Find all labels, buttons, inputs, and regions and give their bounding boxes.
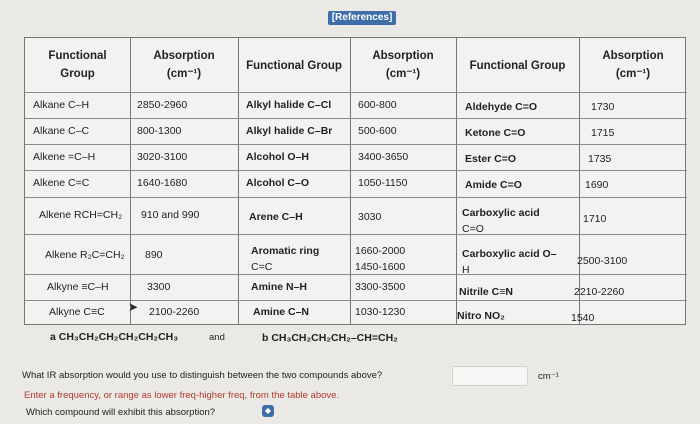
col1-value: 1640-1680 (137, 177, 188, 189)
col3-name: Nitro NO₂ (457, 310, 505, 322)
compound-a: a CH₃CH₂CH₂CH₂CH₂CH₃ (50, 331, 179, 343)
col3-value: 1715 (591, 127, 615, 139)
col1-name: Alkene RCH=CH₂ (39, 209, 123, 221)
col1-name: Alkane C–C (33, 125, 90, 137)
col3-name: Carboxylic acid C=O (462, 207, 540, 235)
col1-value: 3300 (147, 281, 171, 293)
col3-name: Nitrile C≡N (459, 286, 513, 298)
frequency-answer-input[interactable] (452, 366, 528, 386)
col3-value: 2500-3100 (577, 255, 628, 267)
col1-value: 800-1300 (137, 125, 182, 137)
col3-value: 1710 (583, 213, 607, 225)
mouse-cursor-icon: ➤ (128, 300, 139, 314)
header-absorption-3: Absorption (cm⁻¹) (602, 50, 664, 80)
col2-value: 1660-2000 1450-1600 (355, 245, 406, 273)
col2-name: Amine C–N (253, 306, 310, 318)
unit-label: cm⁻¹ (538, 371, 559, 382)
col2-value: 1030-1230 (355, 306, 406, 318)
chevron-down-icon: ◆ (264, 406, 272, 415)
question-frequency: What IR absorption would you use to distinguish between the two compounds above? (22, 370, 383, 381)
col1-value: 3020-3100 (137, 151, 188, 163)
col1-value: 2100-2260 (149, 306, 200, 318)
header-absorption-2: Absorption (cm⁻¹) (372, 50, 434, 80)
col3-name: Amide C=O (465, 179, 522, 191)
col2-value: 1050-1150 (358, 177, 408, 189)
col2-value: 3300-3500 (355, 281, 406, 293)
col3-name: Ketone C=O (465, 127, 526, 139)
col1-name: Alkene R₂C=CH₂ (45, 249, 125, 261)
col3-value: 1735 (588, 153, 612, 165)
col2-name: Arene C–H (249, 211, 303, 223)
col1-value: 2850-2960 (137, 99, 188, 111)
header-functional-group-1: Functional Group (48, 50, 107, 80)
col1-name: Alkene C=C (33, 177, 90, 189)
ir-absorption-table (24, 37, 686, 325)
col2-name: Amine N–H (251, 281, 308, 293)
col1-value: 890 (145, 249, 163, 261)
col2-name: Alcohol C–O (246, 177, 310, 189)
references-button[interactable]: [References] (328, 11, 396, 25)
col3-name: Aldehyde C=O (465, 101, 538, 113)
col1-name: Alkyne ≡C–H (47, 281, 109, 293)
header-functional-group-2: Functional Group (246, 60, 342, 72)
col3-value: 1540 (571, 312, 595, 324)
compound-select-dropdown[interactable] (262, 405, 274, 417)
col2-value: 500-600 (358, 125, 397, 137)
question-compound: Which compound will exhibit this absorption? (26, 407, 216, 418)
header-functional-group-3: Functional Group (469, 60, 566, 72)
col1-name: Alkane C–H (33, 99, 90, 111)
col1-name: Alkyne C≡C (49, 306, 105, 318)
col2-value: 600-800 (358, 99, 397, 111)
col3-value: 1730 (591, 101, 615, 113)
col1-value: 910 and 990 (141, 209, 200, 221)
col3-value: 2210-2260 (574, 286, 625, 298)
col2-value: 3400-3650 (358, 151, 409, 163)
col2-name: Alkyl halide C–Cl (246, 99, 332, 111)
col2-name: Aromatic ring C=C (251, 245, 320, 273)
compound-and: and (209, 332, 225, 343)
header-absorption-1: Absorption (cm⁻¹) (153, 50, 215, 80)
compound-b: b CH₃CH₂CH₂CH₂–CH=CH₂ (262, 332, 398, 344)
col3-name: Carboxylic acid O– H (462, 248, 557, 276)
col2-name: Alkyl halide C–Br (246, 125, 333, 137)
col2-value: 3030 (358, 211, 382, 223)
col2-name: Alcohol O–H (246, 151, 310, 163)
col3-name: Ester C=O (465, 153, 517, 165)
col3-value: 1690 (585, 179, 609, 191)
hint-text: Enter a frequency, or range as lower freq-higher freq, from the table above. (24, 390, 340, 401)
col1-name: Alkene =C–H (33, 151, 96, 163)
